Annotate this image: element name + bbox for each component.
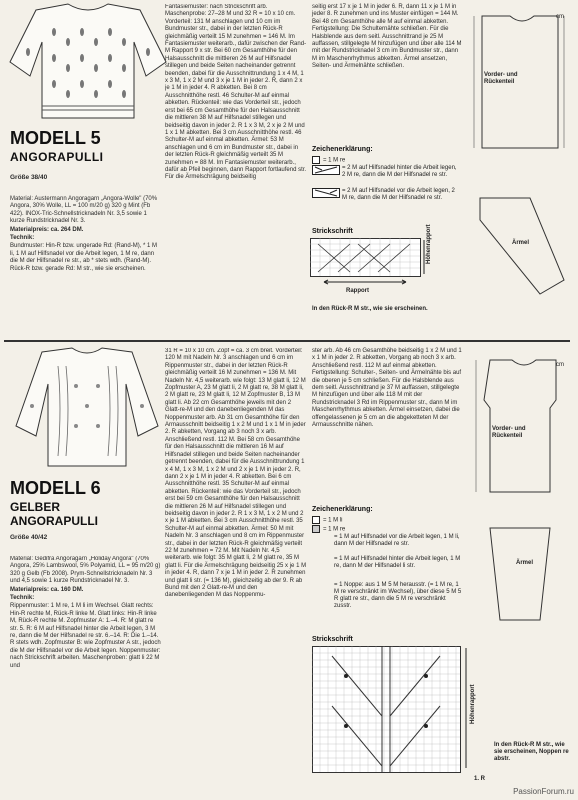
model-5-title: MODELL 5 xyxy=(10,128,101,148)
model-6-cm-label: cm xyxy=(556,362,564,368)
model-6-subtitle-1: GELBER xyxy=(10,500,61,514)
cable-back-icon xyxy=(312,165,340,175)
model-6-chart-title: Strickschrift xyxy=(312,636,353,643)
model-5-legend-title: Zeichenerklärung: xyxy=(312,146,373,153)
model-5-col-3: seitig erst 17 x je 1 M in jeder 6. R, dann 11 x je 1 M in jeder 8. R zunehmen und ins Muster einfügen = 144 M. Bei 48 cm Gesamthöhe alle M auf einmal abketten. Fertigstellung: Die Schulternähte schließen. Für die Halsblende aus dem seitl. Ausschnittrand je 25 M auffassen, stillgelegte M hinzufügen und über alle 114 M mit der Rundstricknadel 3 cm im Bundmuster str., dann M im Maschenrhythmus abketten. Ärmel ansetzen, Seiten- und Ärmelnähte schließen. xyxy=(312,4,462,70)
model-6-technik: Technik: xyxy=(10,595,35,602)
model-6-col-3: ster arb. Ab 46 cm Gesamthöhe beidseitig 1 x 2 M und 1 x 1 M in jeder 2. R abketten, Vorgang ab noch 3 x arb. Anschließend restl. 112 M auf einmal abketten. Fertigstellung: Schulter-, Seiten- und Ärmelnähte bis auf die oberen je 5 cm schließen. Für die Halsblende aus dem seitl. Ausschnittrand je 37 M auffassen, stillgelegte M hinzufügen und über alle 118 M mit der Rundstricknadel 3 Rd im Rippenmuster str., dann M im Maschenrhythmus abketten. Ärmel einsetzen, dabei die offengelassenen je 5 cm an die abgeketteten M der Armausschnitte nähen. xyxy=(312,348,462,429)
model-6-price: Materialpreis: ca. 160 DM. xyxy=(10,586,84,593)
model-6-hoehenrapport-label: Höhenrapport xyxy=(470,684,476,724)
model-6-legend-title: Zeichenerklärung: xyxy=(312,506,373,513)
model-5-rapport-label: Rapport xyxy=(346,288,369,294)
model-6-subtitle-2: ANGORAPULLI xyxy=(10,514,98,528)
model-5-legend-item: = 2 M auf Hilfsnadel hinter die Arbeit legen, 2 M re, dann die M der Hilfsnadel re str. xyxy=(342,165,457,178)
knit-left-icon xyxy=(312,516,320,524)
model-6-col-2: 31 R = 10 x 10 cm. Zopf = ca. 3 cm breit. Vorderteil: 120 M mit Nadeln Nr. 3 anschlagen und 6 cm im Rippenmuster str., dabei in der letzten Rück-R gleichmäßig verteilt 16 M zunehmen = 136 M. Mit Nadeln Nr. 4,5 weiterarb. wie folgt: 13 M glatt li, 12 M Zopfmuster A, 23 M glatt li, 2 M glatt re, 38 M glatt li, 2 M glatt re, 23 M glatt li, 12 M Zopfmuster B, 13 M glatt li. Ab 22 cm Gesamthöhe jeweils mit den 2 Glatt-re-M und den danebenliegenden M das Noppenmuster arb. Ab 31 cm Gesamthöhe für den Armausschnitt beidseitig 1 x 2 M und 1 x 1 M in jeder 2. R abketten, Vorgang ab 3 noch 3 x arb. Anschließend restl. 112 M. Bei 58 cm Gesamthöhe für den Halsausschnitt die mittleren 16 M auf Hilfsnadel stillegen und beide Seiten nacheinander getrennt beenden, dabei für die Ausschnittrundung 1 x 4 M, 1 x 3 M, 1 x 2 M und 2 x je 1 M in jeder 2. R, dann 2 x je 1 M in jeder 4. R abketten. Bei 6 cm Ausschnitthöhe restl. 35 Schulter-M auf einmal abketten. Rückenteil: wie das Vorderteil str., jedoch erst bei 59 cm Gesamthöhe für den Halsausschnitt die mittleren 26 M auf Hilfsnadel stillegen und beidseitig davon in jeder 2. R 1 x 3 M, 1 x 2 M und 2 x je 1 M abketten. Bei 3 cm Ausschnitthöhe restl. 35 Schulter-M auf einmal abketten. Ärmel: 50 M mit Nadeln Nr. 3 anschlagen und 8 cm im Rippenmuster str., dabei in der letzten Rück-R gleichmäßig verteilt 22 M zunehmen = 72 M. Mit Nadeln Nr. 4,5 weiterarb. wie folgt: 35 M glatt li, 2 M glatt re, 35 M glatt li. Für die Ärmelschrägung beidseitig 25 x je 1 M in jeder 4. R, dann 7 x je 1 M in jeder 2. R zunehmen und glatt li str. (= 136 M), gleichzeitig ab der 9. R ab Bund mit den 2 Glatt-re-M und den danebenliegenden M das Noppenmu- xyxy=(165,348,307,599)
model-6-schematic-sleeve xyxy=(470,520,574,630)
model-6-legend-item: = 1 M li xyxy=(312,516,462,525)
watermark: PassionForum.ru xyxy=(513,787,574,796)
model-5-col-2: Fantasiemuster: nach Strickschrift arb. Maschenprobe: 27–28 M und 32 R = 10 x 10 cm. Vorderteil: 131 M anschlagen und 10 cm im Bundmuster str., dabei in der letzten Rück-R gleichmäßig verteilt 15 M zunehmen = 146 M. Im Fantasiemuster weiterarb., dafür zwischen der Rand-M Rapport 9 x str. Bei 60 cm Gesamthöhe für den Halsausschnitt die mittleren 26 M auf Hilfsnadel stillegen und beide Seiten nacheinander getrennt beenden, dabei für die Ausschnittrundung 1 x 4 M, 1 x 3 M, 1 x 2 M und 3 x je 1 M in jeder 2. R, dann 2 x je 1 M in jeder 4. R abketten. Bei 8 cm Ausschnitthöhe restl. 46 Schulter-M auf einmal abketten. Rückenteil: wie das Vorderteil str., jedoch erst bei 65 cm Gesamthöhe für den Halsausschnitt die mittleren 38 M auf Hilfsnadel stillegen und beidseitig davon in jeder 2. R 1 x 3 M, 2 x je 2 M und 1 x 1 M abketten. Bei 3 cm Ausschnitthöhe restl. 46 Schulter-M auf einmal abketten. Ärmel: 53 M anschlagen und 6 cm im Bundmuster str., dabei in der letzten Rück-R gleichmäßig verteilt 35 M zunehmen = 88 M. Im Fantasiemuster weiterarb., dafür ab Pfeil beginnen, dann Rapport fortlaufend str. Für die Ärmelschrägung beidseitig xyxy=(165,4,307,181)
model-5-legend-item: = 1 M re xyxy=(312,156,460,165)
model-5-cm-label: cm xyxy=(556,14,564,20)
model-5-hoehenrapport-label: Höhenrapport xyxy=(426,224,432,264)
model-5-sleeve-label: Ärmel xyxy=(512,240,530,246)
model-5-size: Größe 38/40 xyxy=(10,174,48,181)
model-6-size: Größe 40/42 xyxy=(10,534,48,541)
model-6-techniques: Rippenmuster: 1 M re, 1 M li im Wechsel. Glatt rechts: Hin-R rechte M, Rück-R linke M. Glatt links: Hin-R linke M, Rück-R rechte M. Zopfmuster A: 1.–4. R: M glatt re str. 5. R: 6 M auf Hilfsnadel hinter die Arbeit legen, 3 M re, dann die M der Hilfsnadel re str. 6.–14. R: Die 1.–14. R stets wdh. Zopfmuster B: wie Zopfmuster A str., jedoch die M der Hilfsnadel vor die Arbeit legen. Noppenmuster: nach Strickschrift arbeiten. Maschenproben: glatt li 22 M und xyxy=(10,603,161,669)
model-6-chart-note: In den Rück-R M str., wie sie erscheinen, Noppen re abstr. xyxy=(494,742,569,762)
sweater-sketch-model-5 xyxy=(6,2,171,124)
knit-right-icon xyxy=(312,525,320,533)
model-5-chart-note: In den Rück-R M str., wie sie erscheinen. xyxy=(312,306,428,312)
model-6-material: Material: Gedifra Angoragarn „Holiday Angora" (70% Angora, 25% Lambswool, 5% Polyamid, LL = 95 m/20 g) 320 g Gelb (Fb 2008). Prym-Schnellstricknadeln Nr. 3 und 4,5 sowie 1 kurze Rundstricknadel Nr. 3. xyxy=(10,556,161,585)
model-5-col-1 xyxy=(10,196,162,274)
model-5-technik: Technik: xyxy=(10,235,35,242)
model-6-row-label: 1. R xyxy=(474,776,486,782)
model-6-legend-item: = 1 M auf Hilfsnadel vor die Arbeit legen, 1 M li, dann M der Hilfsnadel re str. xyxy=(334,534,460,547)
model-6-title: MODELL 6 xyxy=(10,478,101,498)
model-6-front-label: Vorder- und Rückenteil xyxy=(492,426,526,439)
model-6-col-1 xyxy=(10,556,162,796)
model-5-bundmuster: Bundmuster: Hin-R bzw. ungerade Rd: (Rand-M), * 1 M li, 1 M auf Hilfsnadel vor die Arbeit legen, 1 M re, dann die M der Hilfsnadel re str., ab * stets wdh. (Rand-M). Rück-R bzw. gerade Rd: M str., wie sie erscheinen. xyxy=(10,243,158,272)
model-5-material: Material: Austermann Angoragarn „Angora-Wolle" (70% Angora, 30% Wolle, LL = 100 m/20 g) 320 g Mint (Fb 422). INOX-Tric-Schnellstricknadeln Nr. 3,5 sowie 1 kurze Rundstricknadel Nr. 3. xyxy=(10,196,158,225)
model-5-legend-item: = 2 M auf Hilfsnadel vor die Arbeit legen, 2 M re, dann die M der Hilfsnadel re str. xyxy=(342,188,455,201)
model-6-legend-item: = 1 M auf Hilfsnadel hinter die Arbeit legen, 1 M re, dann M der Hilfsnadel li str. xyxy=(334,556,461,569)
model-6-legend-item: = 1 M re xyxy=(312,525,462,534)
model-5-chart-title: Strickschrift xyxy=(312,228,353,235)
model-6-sleeve-label: Ärmel xyxy=(516,560,534,566)
model-5-price: Materialpreis: ca. 264 DM. xyxy=(10,226,84,233)
model-5-front-label: Vorder- und Rückenteil xyxy=(484,72,518,85)
model-5-subtitle: ANGORAPULLI xyxy=(10,150,104,164)
model-5-knitting-chart xyxy=(310,238,428,290)
model-6-knitting-chart xyxy=(312,646,472,778)
section-divider xyxy=(4,340,570,342)
cable-front-icon xyxy=(312,188,340,198)
knit-right-icon xyxy=(312,156,320,164)
sweater-sketch-model-6 xyxy=(12,346,162,472)
model-6-legend-item: = 1 Noppe: aus 1 M 5 M herausstr. (= 1 M re, 1 M re verschränkt im Wechsel), über diese 5 M 5 R glatt re str., dann die 5 M re verschränkt zusstr. xyxy=(334,582,462,609)
